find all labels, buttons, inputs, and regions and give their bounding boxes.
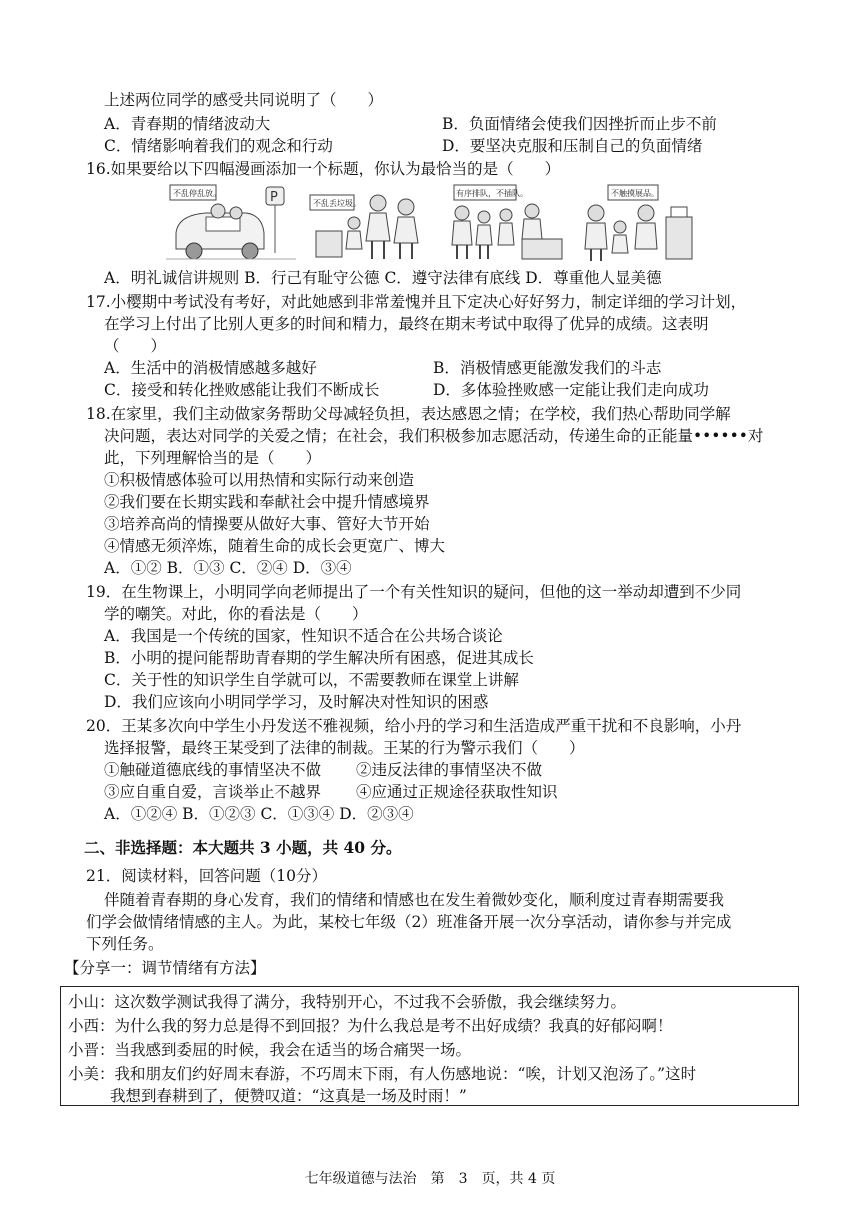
q20-statement-1: ①触碰道德底线的事情坚决不做 [104,761,322,779]
q15-option-c: C．情绪影响着我们的观念和行动 [104,137,333,155]
q15-option-d: D．要坚决克服和压制自己的负面情绪 [442,137,703,155]
q19-option-a: A．我国是一个传统的国家，性知识不适合在公共场合谈论 [104,627,503,645]
comic-queue-image [448,183,568,263]
page-footer: 七年级道德与法治 第 3 页，共 4 页 [304,1171,556,1187]
q20-statement-4: ④应通过正规途径获取性知识 [356,783,558,801]
q20-options: A．①②④ B．①②③ C．①③④ D．②③④ [104,805,414,823]
dialogue-xiaoxi: 小西：为什么我的努力总是得不到回报？为什么我总是考不出好成绩？我真的好郁闷啊！ [68,1017,673,1035]
q19-line-1: 19．在生物课上，小明同学向老师提出了一个有关性知识的疑问，但他的这一举动却遭到不少同 [86,583,742,601]
svg-text:P: P [270,190,278,205]
q18-statement-4: ④情感无须淬炼，随着生命的成长会更宽广、博大 [104,537,446,555]
q15-stem: 上述两位同学的感受共同说明了（ ） [104,91,384,109]
q16-stem: 16.如果要给以下四幅漫画添加一个标题，你认为最恰当的是（ ） [86,160,561,178]
comic-parking-caption: 不乱停乱放。 [173,189,221,198]
comic-litter-image [308,183,428,263]
q21-paragraph-3: 下列任务。 [86,935,164,953]
q17-line-1: 17.小樱期中考试没有考好，对此她感到非常羞愧并且下定决心好好努力，制定详细的学习计划， [86,293,747,311]
comic-litter-caption: 不乱丢垃圾。 [313,199,361,208]
q16-options: A．明礼诚信讲规则 B．行己有耻守公德 C．遵守法律有底线 D．尊重他人显美德 [104,269,662,287]
dialogue-xiaoshan: 小山：这次数学测试我得了满分，我特别开心，不过我不会骄傲，我会继续努力。 [68,993,627,1011]
q18-line-2: 决问题，表达对同学的关爱之情；在社会，我们积极参加志愿活动，传递生命的正能量••••••对 [104,427,764,445]
q18-options: A．①② B．①③ C．②④ D．③④ [104,559,352,577]
q17-option-b: B．消极情感更能激发我们的斗志 [433,359,662,377]
q21-paragraph-1: 伴随着青春期的身心发育，我们的情绪和情感也在发生着微妙变化，顺利度过青春期需要我 [104,891,725,909]
q21-share-heading: 【分享一：调节情绪有方法】 [64,959,266,977]
q17-option-a: A．生活中的消极情感越多越好 [104,359,317,377]
q18-line-1: 18.在家里，我们主动做家务帮助父母减轻负担，表达感恩之情；在学校，我们热心帮助同学解 [86,405,731,423]
dialogue-xiaomei-1: 小美：我和朋友们约好周末春游，不巧周末下雨，有人伤感地说：“唉，计划又泡汤了。”这时 [68,1065,697,1083]
comic-parking-image [166,183,296,263]
q15-option-a: A．青春期的情绪波动大 [104,115,271,133]
dialogue-xiaojin: 小晋：当我感到委屈的时候，我会在适当的场合痛哭一场。 [68,1041,472,1059]
comic-queue-caption: 有序排队，不插队。 [456,189,528,198]
q19-option-b: B．小明的提问能帮助青春期的学生解决所有困惑，促进其成长 [104,649,534,667]
q17-option-c: C．接受和转化挫败感能让我们不断成长 [104,381,380,399]
q18-statement-2: ②我们要在长期实践和奉献社会中提升情感境界 [104,493,430,511]
q21-title: 21．阅读材料，回答问题（10分） [86,867,327,885]
q20-statement-3: ③应自重自爱，言谈举止不越界 [104,783,322,801]
q17-line-3: （ ） [104,337,167,355]
q21-paragraph-2: 们学会做情绪情感的主人。为此，某校七年级（2）班准备开展一次分享活动，请你参与并完成 [86,913,732,931]
q15-option-b: B．负面情绪会使我们因挫折而止步不前 [442,115,717,133]
q19-option-d: D．我们应该向小明同学学习，及时解决对性知识的困惑 [104,693,489,711]
q18-line-3: 此，下列理解恰当的是（ ） [104,449,322,467]
section-2-heading: 二、非选择题：本大题共 3 小题，共 40 分。 [84,838,402,857]
q20-statement-2: ②违反法律的事情坚决不做 [356,761,543,779]
dialogue-xiaomei-2: 我想到春耕到了，便赞叹道：“这真是一场及时雨！” [110,1087,467,1105]
q19-line-2: 学的嘲笑。对此，你的看法是（ ） [104,605,368,623]
q17-line-2: 在学习上付出了比别人更多的时间和精力，最终在期末考试中取得了优异的成绩。这表明 [104,315,709,333]
q20-line-1: 20．王某多次向中学生小丹发送不雅视频，给小丹的学习和生活造成严重干扰和不良影响，小丹 [86,717,742,735]
q20-line-2: 选择报警，最终王某受到了法律的制裁。王某的行为警示我们（ ） [104,739,585,757]
q19-option-c: C．关于性的知识学生自学就可以，不需要教师在课堂上讲解 [104,671,519,689]
q18-statement-1: ①积极情感体验可以用热情和实际行动来创造 [104,471,415,489]
comic-museum-caption: 不触摸展品。 [611,189,659,198]
q17-option-d: D．多体验挫败感一定能让我们走向成功 [433,381,709,399]
comic-museum-image [582,183,698,263]
q18-statement-3: ③培养高尚的情操要从做好大事、管好大节开始 [104,515,430,533]
